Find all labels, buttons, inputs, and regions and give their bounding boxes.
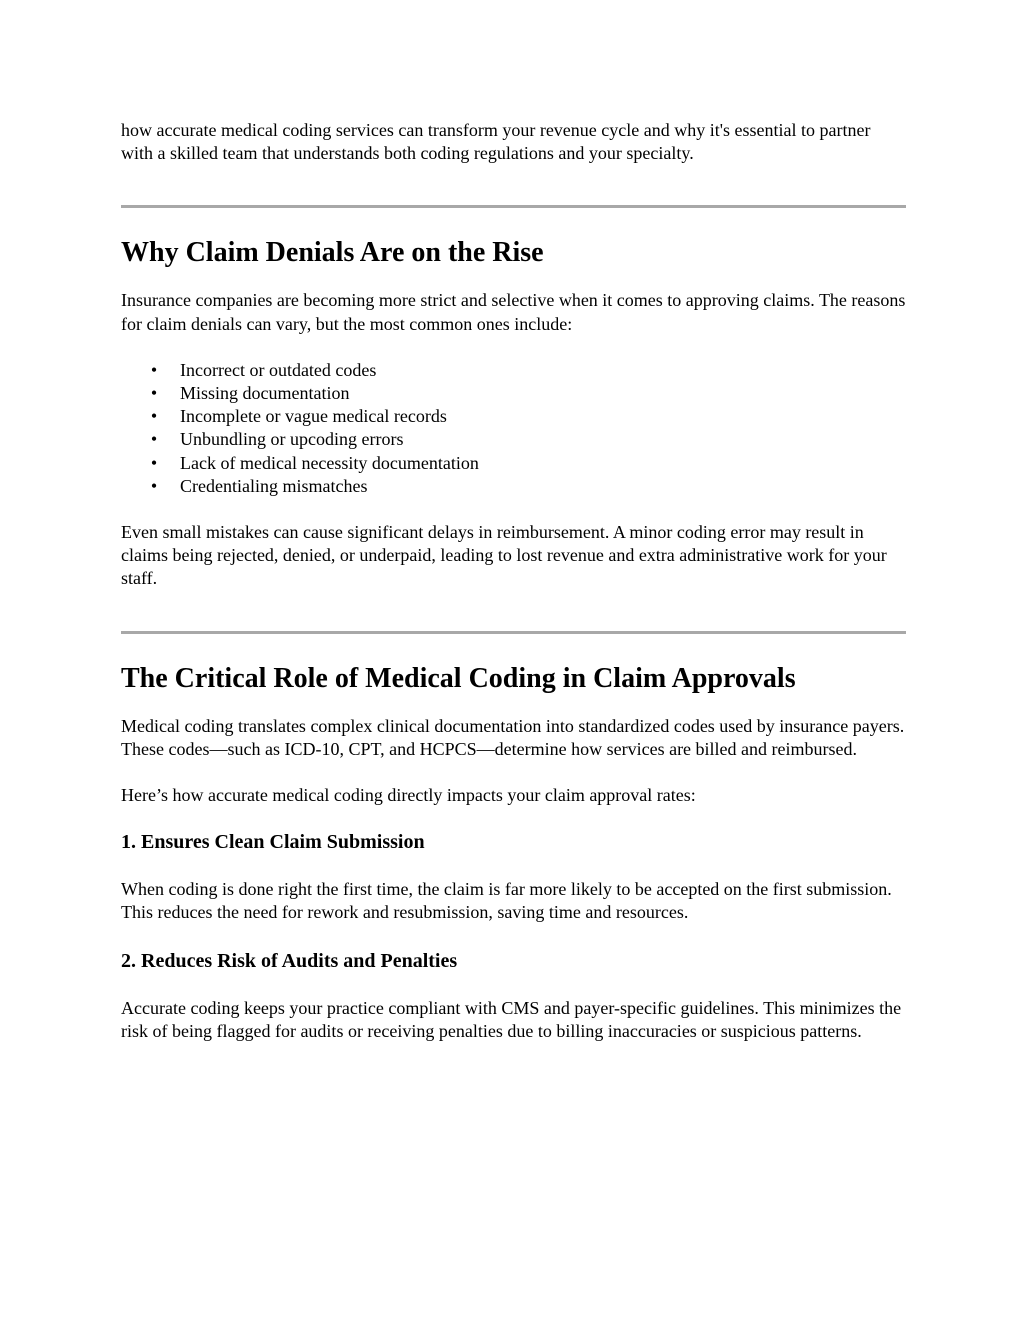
list-item: • Incorrect or outdated codes <box>121 359 906 382</box>
section-divider <box>121 631 906 634</box>
list-item: • Incomplete or vague medical records <box>121 405 906 428</box>
bullet-icon: • <box>150 383 158 404</box>
bullet-icon: • <box>150 406 158 427</box>
subheading-audits-and-penalties: 2. Reduces Risk of Audits and Penalties <box>121 949 458 972</box>
section-divider <box>121 205 906 208</box>
claim-denials-lead-paragraph: Insurance companies are becoming more strict and selective when it comes to approving claims. The reasons for claim denials can vary, but the most common ones include: <box>121 290 906 334</box>
bullet-icon: • <box>150 475 158 496</box>
audits-and-penalties-paragraph: Accurate coding keeps your practice compliant with CMS and payer-specific guidelines. This minimizes the risk of being flagged for audits or receiving penalties due to billing inaccuracies or suspicious patterns. <box>121 997 902 1041</box>
subheading-clean-claim-submission: 1. Ensures Clean Claim Submission <box>121 831 425 854</box>
denial-reasons-list <box>121 359 906 498</box>
claim-denials-closing-paragraph: Even small mistakes can cause significant delays in reimbursement. A minor coding error may result in claims being rejected, denied, or underpaid, leading to lost revenue and extra administrative work for your staff. <box>121 522 887 589</box>
clean-claim-submission-paragraph: When coding is done right the first time, the claim is far more likely to be accepted on the first submission. This reduces the need for rework and resubmission, saving time and resources. <box>121 879 892 923</box>
medical-coding-lead-paragraph: Medical coding translates complex clinical documentation into standardized codes used by insurance payers. These codes—such as ICD-10, CPT, and HCPCS—determine how services are billed and reimbursed. <box>121 715 905 759</box>
list-item: • Lack of medical necessity documentation <box>121 452 906 475</box>
bullet-icon: • <box>150 452 158 473</box>
intro-paragraph: how accurate medical coding services can transform your revenue cycle and why it's essential to partner with a skilled team that understands both coding regulations and your specialty. <box>121 120 871 164</box>
bullet-icon: • <box>150 429 158 450</box>
list-item: • Credentialing mismatches <box>121 475 906 498</box>
list-item: • Missing documentation <box>121 382 906 405</box>
medical-coding-transition-paragraph: Here’s how accurate medical coding directly impacts your claim approval rates: <box>121 785 696 806</box>
document-page <box>121 119 906 1043</box>
section-heading-medical-coding-role: The Critical Role of Medical Coding in Claim Approvals <box>121 662 796 694</box>
list-item: • Unbundling or upcoding errors <box>121 428 906 451</box>
section-heading-claim-denials: Why Claim Denials Are on the Rise <box>121 237 544 269</box>
bullet-icon: • <box>150 359 158 380</box>
